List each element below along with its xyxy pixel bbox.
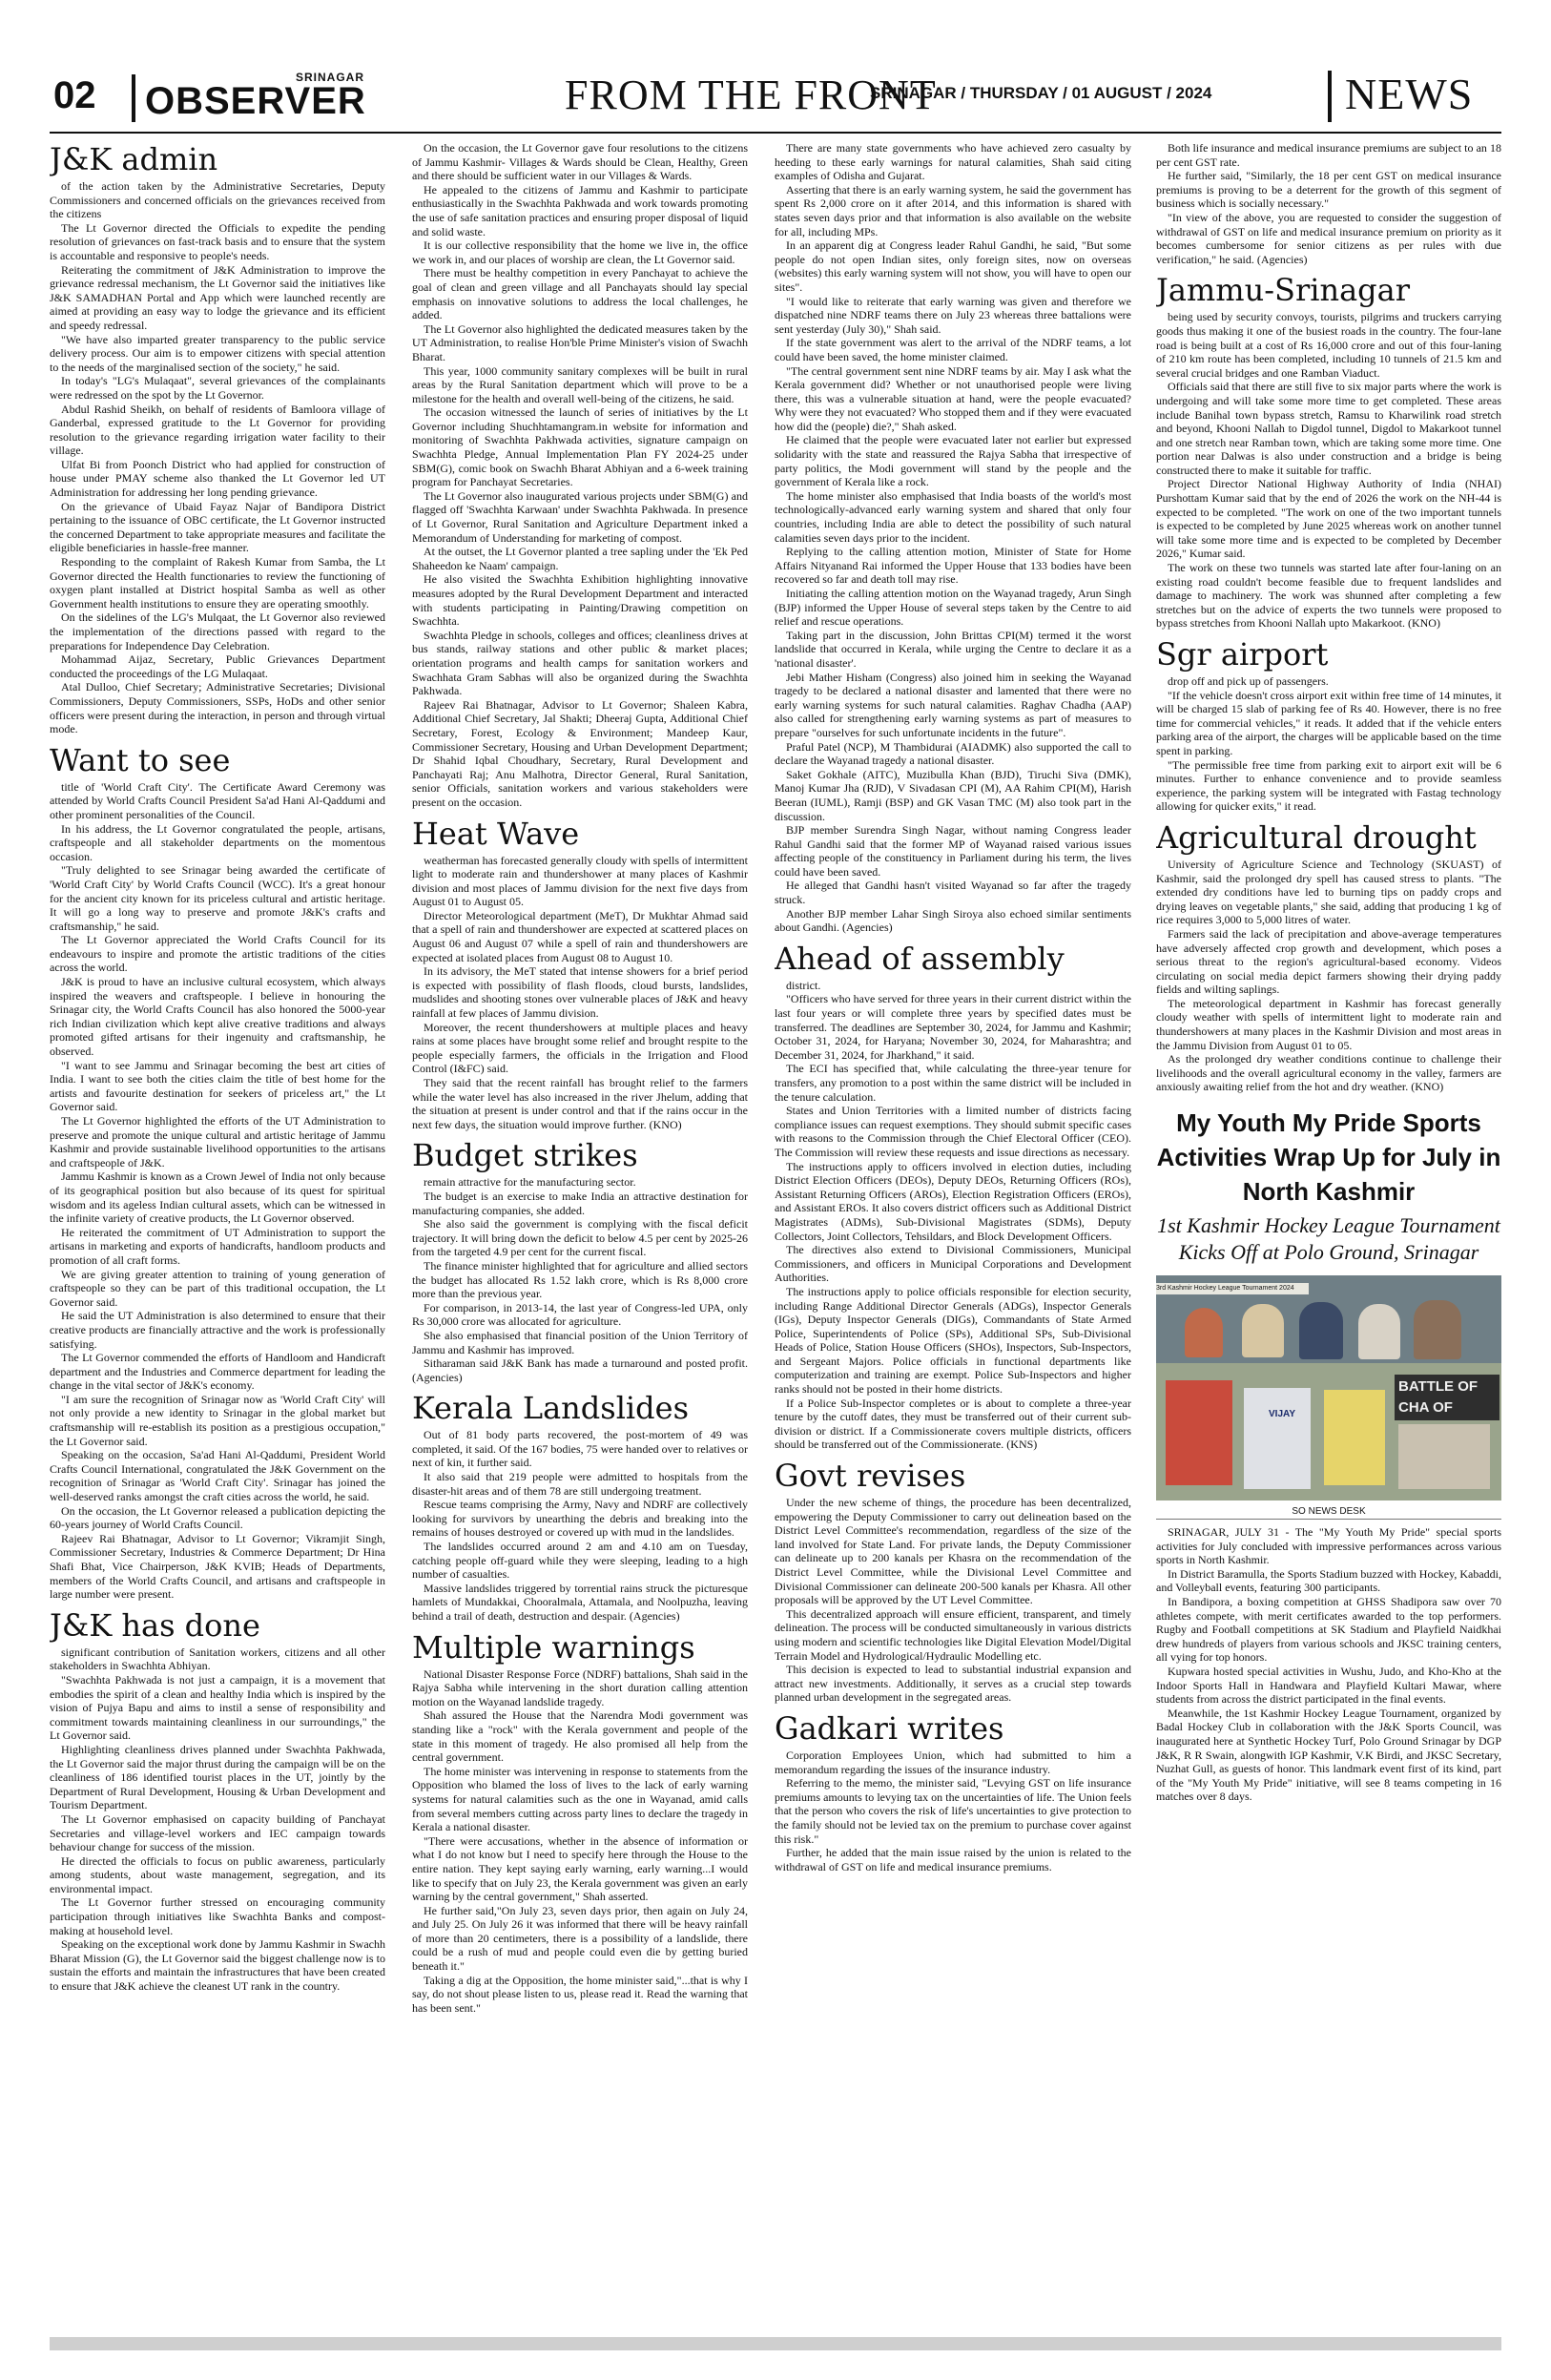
story-paragraph: She also emphasised that financial position of the Union Territory of Jammu and Kashmir has improved. <box>412 1328 748 1356</box>
story-paragraph: If the state government was alert to the arrival of the NDRF teams, a lot could have been saved, the home minister claimed. <box>775 336 1131 363</box>
story-paragraph: Director Meteorological department (MeT), Dr Mukhtar Ahmad said that a spell of rain and thundershower are expected at scattered places on August 06 and August 07 while a spell of rain and thundershowers are expected at isolated places from August 08 to August 10. <box>412 908 748 964</box>
story-paragraph: He alleged that Gandhi hasn't visited Wayanad so far after the tragedy struck. <box>775 879 1131 907</box>
section-label: NEWS <box>1345 70 1474 118</box>
story-paragraph: "Swachhta Pakhwada is not just a campaign, it is a movement that embodies the spirit of a clean and healthy India which is inspired by the vision of Pujya Bapu and aims to instil a sense of responsibility and commitment towards maintaining cleanliness in our surroundings," the Lt Governor said. <box>50 1672 385 1743</box>
story-headline: Ahead of assembly <box>775 940 1065 977</box>
story-body <box>412 1175 748 1384</box>
story-paragraph: Meanwhile, the 1st Kashmir Hockey League Tournament, organized by Badal Hockey Club in collaboration with the J&K Sports Council, was inaugurated here at Synthetic Hockey Turf, Polo Ground Srinagar by DGP J&K, R R Swain, alongwith IGP Kashmir, V.K Birdi, and JKSC Secretary, Nuzhat Gull, as guests of honor. This landmark event first of its kind, part of the "My Youth My Pride" initiative, will see 8 teams competing in 16 matches over 8 days. <box>1156 1706 1501 1804</box>
story-paragraph: Rescue teams comprising the Army, Navy and NDRF are collectively looking for survivors by unearthing the debris and breaking into the remains of houses destroyed or covered up with mud in the landslides. <box>412 1498 748 1540</box>
story-paragraph: Ulfat Bi from Poonch District who had applied for construction of house under PMAY scheme also thanked the Lt Governor led UT Administration for addressing her long pending grievance. <box>50 457 385 500</box>
story-heat-wave <box>412 816 748 1132</box>
story-paragraph: It is our collective responsibility that the home we live in, the office we work in, and our places of worship are clean, the Lt Governor said. <box>412 238 748 266</box>
section-title: FROM THE FRONT <box>565 72 937 118</box>
sports-subheadline: 1st Kashmir Hockey League Tournament Kicks Off at Polo Ground, Srinagar <box>1157 1213 1500 1265</box>
story-paragraph: Rajeev Rai Bhatnagar, Advisor to Lt Governor; Vikramjit Singh, Commissioner Secretary, Industries & Commerce Department; Dr Hina Shafi Bhat, Vice Chairperson, J&K KVIB; Heads of Departments, members of the World Crafts Council, and artisans and craftspeople in large number were present. <box>50 1531 385 1602</box>
story-paragraph: J&K is proud to have an inclusive cultural ecosystem, which always inspired the weavers and craftspeople. I believe in honouring the Srinagar city, the World Crafts Council has also honored the 5000-year rich Indian civilization which kept alive creative traditions and always promoted gifted artisans for their ingenuity and craftsmanship, he observed. <box>50 975 385 1059</box>
story-paragraph: The budget is an exercise to make India an attractive destination for manufacturing companies, she added. <box>412 1189 748 1217</box>
person-figure <box>1358 1304 1400 1359</box>
dateline: SRINAGAR / THURSDAY / 01 AUGUST / 2024 <box>870 84 1212 102</box>
story-paragraph: The Lt Governor emphasised on capacity building of Panchayat Secretaries and village-level workers and IEC campaign towards behaviour change for success of the mission. <box>50 1811 385 1854</box>
story-paragraph: On the occasion, the Lt Governor released a publication depicting the 60-years journey of World Crafts Council. <box>50 1503 385 1532</box>
story-paragraph: district. <box>786 978 821 992</box>
story-paragraph: He reiterated the commitment of UT Administration to support the artisans in marketing and exports of handicrafts, handloom products and promotion of all craft forms. <box>50 1225 385 1267</box>
person-figure <box>1244 1388 1311 1489</box>
story-paragraph: In District Baramulla, the Sports Stadium buzzed with Hockey, Kabaddi, and Volleyball events, featuring 300 participants. <box>1156 1566 1501 1595</box>
story-paragraph: of the action taken by the Administrative Secretaries, Deputy Commissioners and concerned officials on the grievances received from the citizens <box>50 179 385 221</box>
footer-bar <box>50 2337 1501 2350</box>
story-paragraph: "Officers who have served for three years in their current district within the last four years or will complete three years by specified dates must be transferred. The deadlines are September 30, 2024, for Jammu and Kashmir; October 31, 2024, for Haryana; November 30, 2024, for Maharashtra; and December 31, 2024, for Jharkhand," it said. <box>775 992 1131 1062</box>
story-paragraph: The occasion witnessed the launch of series of initiatives by the Lt Governor including Shuchhtamangram.in website for information and monitoring of Swachhta Pakhwada activities, signature campaign on Swachhta Pledge, Annual Implementation Plan FY 2024-25 under SBM(G), comic book on Swachh Bharat Abhiyan and a 6-week training program for Panchayat Secretaries. <box>412 405 748 489</box>
column-3 <box>775 141 1131 2326</box>
story-paragraph: It also said that 219 people were admitted to hospitals from the disaster-hit areas and of them 78 are still undergoing treatment. <box>412 1470 748 1498</box>
story-body <box>412 854 748 1132</box>
story-paragraph: Sitharaman said J&K Bank has made a turnaround and posted profit. (Agencies) <box>412 1356 748 1384</box>
story-paragraph: The home minister also emphasised that India boasts of the world's most technologically-advanced early warning system and shared that only four countries, including India are able to detect the possibility of such natural calamities seven days prior to the incident. <box>775 488 1131 545</box>
story-agricultural-drought <box>1156 819 1501 1094</box>
story-paragraph: The Lt Governor directed the Officials to expedite the pending resolution of grievances on fast-track basis and to ensure that the system is accountable and responsive to people's needs. <box>50 220 385 262</box>
story-paragraph: Project Director National Highway Authority of India (NHAI) Purshottam Kumar said that by the end of 2026 the work on the NH-44 is expected to be completed. "The work on one of the two important tunnels is expected to be completed by June 2025 whereas work on another tunnel will take some more time and is expected to be completed by December 2026," Kumar said. <box>1156 477 1501 561</box>
story-ahead-of-assembly <box>775 941 1131 1452</box>
story-paragraph: The directives also extend to Divisional Commissioners, Municipal Commissioners, and officers in Municipal Corporations and Development Authorities. <box>775 1243 1131 1285</box>
masthead-rule <box>50 132 1501 134</box>
story-headline: Gadkari writes <box>775 1709 1004 1747</box>
story-paragraph: "In view of the above, you are requested to consider the suggestion of withdrawal of GST on life and medical insurance premium on priority as it becomes cumbersome for senior citizens as per rules with due verification," he said. (Agencies) <box>1156 210 1501 266</box>
person-figure <box>1398 1424 1490 1489</box>
story-paragraph: Farmers said the lack of precipitation and above-average temperatures have adversely affected crop growth and development, which poses a serious threat to the region's agricultural-based economy. Videos circulating on social media depict farmers showing their drying paddy fields and wilting saplings. <box>1156 926 1501 997</box>
story-body <box>775 1749 1131 1873</box>
story-paragraph: He said the UT Administration is also determined to ensure that their creative products are financially attractive and the work is professionally satisfying. <box>50 1309 385 1351</box>
story-paragraph: The Lt Governor appreciated the World Crafts Council for its endeavours to inspire and promote the artistic traditions of the cities across the world. <box>50 933 385 975</box>
story-paragraph: Further, he added that the main issue raised by the union is related to the withdrawal of GST on life and medical insurance premiums. <box>775 1846 1131 1873</box>
story-body <box>412 1428 748 1623</box>
story-paragraph: Highlighting cleanliness drives planned under Swachhta Pakhwada, the Lt Governor said the major thrust during the campaign will be on the cleanliness of 186 identified tourist places in the UT, jointly by the Department of Rural Development, Housing & Urban Development and Tourism Department. <box>50 1742 385 1812</box>
story-paragraph: University of Agriculture Science and Technology (SKUAST) of Kashmir, said the prolonged dry spell has caused stress to plants. "The extended dry conditions have led to burning tips on paddy crops and drying leaves on vegetable plants," she said, adding that producing 1 kg of rice requires 3,000 to 5,000 litres of water. <box>1156 857 1501 927</box>
column-4 <box>1156 141 1501 2326</box>
story-body <box>50 1645 385 1994</box>
story-paragraph: He further said,"On July 23, seven days prior, then again on July 24, and July 25. On July 26 it was informed that there will be heavy rainfall of more than 20 centimeters, there is a possibility of a landslide, there could be a rush of mud and people could even die by getting buried beneath it." <box>412 1903 748 1974</box>
story-paragraph: In its advisory, the MeT stated that intense showers for a brief period is expected with possibility of flash floods, cloud bursts, landslides, mudslides and shooting stones over vulnerable places of J&K and heavy rainfall at few places of Jammu division. <box>412 964 748 1021</box>
story-body <box>50 780 385 1602</box>
news-divider-bar <box>1328 71 1332 122</box>
story-paragraph: "The permissible free time from parking exit to airport exit will be 6 minutes. Further to enhance convenience and to provide seamless experience, the parking system will be integrated with Fastag technology allowing for quicker exits," it read. <box>1156 757 1501 814</box>
story-paragraph: This decentralized approach will ensure efficient, transparent, and timely delineation. The process will be conducted simultaneously in various districts using modern and scientific technologies like Digital Elevation Model/Digital Terrain Model and Hydrological/Hydraulic Modelling etc. <box>775 1606 1131 1663</box>
story-multiple-warnings-cont <box>775 141 1131 935</box>
person-figure <box>1185 1308 1223 1357</box>
story-paragraph: The finance minister highlighted that for agriculture and allied sectors the budget has allocated Rs 1.52 lakh crore, which is Rs 8,000 crore more than the previous year. <box>412 1258 748 1301</box>
story-paragraph: Swachhta Pledge in schools, colleges and offices; cleanliness drives at bus stands, railway stations and other public & market places; orientation programs and health camps for sanitation workers and Swachhata Gram Sabhas will also be organized during the Swachhta Pakhwada. <box>412 628 748 698</box>
story-body <box>775 1496 1131 1705</box>
story-paragraph: He also visited the Swachhta Exhibition highlighting innovative measures adopted by the Rural Development Department and interacted with students participating in Painting/Drawing competition on Swachhta. <box>412 572 748 629</box>
story-gadkari-writes <box>775 1710 1131 1873</box>
story-paragraph: "We have also imparted greater transparency to the public service delivery process. Our aim is to empower citizens with special attention to the needs of the marginalised section of the society," he said. <box>50 332 385 374</box>
story-govt-revises <box>775 1458 1131 1705</box>
story-paragraph: Massive landslides triggered by torrential rains struck the picturesque hamlets of Mundakkai, Chooralmala, Attamala, and Noolpuzha, leaving behind a trail of death, destruction and despair. (Agencies) <box>412 1581 748 1623</box>
story-paragraph: "I am sure the recognition of Srinagar now as 'World Craft City' will not only provide a new identity to Srinagar in the global market but craftsmanship will re-establish its position as a prestigious occupation," the Lt Governor said. <box>50 1392 385 1448</box>
story-paragraph: The Lt Governor also highlighted the dedicated measures taken by the UT Administration, to realise Hon'ble Prime Minister's vision of Swachh Bharat. <box>412 321 748 363</box>
story-paragraph: Speaking on the occasion, Sa'ad Hani Al-Qaddumi, President World Crafts Council International, congratulated the J&K Government on the recognition of Srinagar as 'World Craft City'. Srinagar has joined the well-deserved ranks amongst the craft cities across the world, he said. <box>50 1448 385 1504</box>
story-paragraph: He directed the officials to focus on public awareness, particularly among students, about waste management, segregation, and its environmental impact. <box>50 1853 385 1895</box>
story-jammu-srinagar <box>1156 272 1501 631</box>
story-paragraph: weatherman has forecasted generally cloudy with spells of intermittent light to moderate rain and thundershower at many places of Kashmir division and most places of Jammu division for the next five days from August 01 to August 05. <box>412 853 748 909</box>
brand-logo: OBSERVER <box>145 80 366 122</box>
story-headline: Multiple warnings <box>412 1628 695 1666</box>
story-paragraph: Another BJP member Lahar Singh Siroya also echoed similar sentiments about Gandhi. (Agencies) <box>775 906 1131 935</box>
story-paragraph: Moreover, the recent thundershowers at multiple places and heavy rains at some places have brought some relief and brought respite to the people especially farmers, the officials in the Irrigation and Flood Control (I&FC) said. <box>412 1020 748 1076</box>
story-paragraph: The Lt Governor highlighted the efforts of the UT Administration to preserve and promote the unique cultural and artistic heritage of Jammu Kashmir and provide sustainable livelihood opportunities to the artisans and craftspeople of J&K. <box>50 1114 385 1169</box>
story-paragraph: On the occasion, the Lt Governor gave four resolutions to the citizens of Jammu Kashmir- Villages & Wards should be Clean, Healthy, Green and there should be sufficient water in our Villages & Wards. <box>412 141 748 183</box>
story-paragraph: "There were accusations, whether in the absence of information or what I do not know but I need to specify here through the House to the entire nation. They kept saying early warning, early warning...I would like to specify that on July 23, the Kerala government was given an early warning by the central government," Shah asserted. <box>412 1833 748 1904</box>
story-paragraph: "If the vehicle doesn't cross airport exit within free time of 14 minutes, it will be charged 15 slab of parking fee of Rs 40. However, there is no free time for commercial vehicles," it reads. It added that if the vehicle enters parking area of the airport, the charges will be applicable based on the time spent in parking. <box>1156 688 1501 757</box>
story-paragraph: At the outset, the Lt Governor planted a tree sapling under the 'Ek Ped Shaheedon ke Naam' campaign. <box>412 545 748 572</box>
story-paragraph: Shah assured the House that the Narendra Modi government was standing like a "rock" with the Kerala government and people of the state in this moment of tragedy. He also promised all help from the central government. <box>412 1708 748 1765</box>
story-headline: J&K has done <box>50 1606 260 1644</box>
brand-city: SRINAGAR <box>296 71 365 84</box>
story-paragraph: Responding to the complaint of Rakesh Kumar from Samba, the Lt Governor directed the Health functionaries to review the functioning of oxygen plant installed at District hospital Samba as well as other Government health institutions to ensure they are operating smoothly. <box>50 555 385 611</box>
sports-photo <box>1156 1275 1501 1500</box>
story-body <box>1156 1525 1501 1804</box>
story-paragraph: The instructions apply to officers involved in election duties, including District Election Officers (DEOs), Deputy DEOs, Returning Officers (ROs), Assistant Returning Officers (AROs), Election Registration Officers (EROs), and Assistant EROs. It also covers district officers such as Additional District Magistrates (ADMs), Sub-Divisional Magistrates (SDMs), Deputy Collectors, Joint Collectors, Tehsildars, and Block Development Officers. <box>775 1159 1131 1243</box>
story-paragraph: Taking part in the discussion, John Brittas CPI(M) termed it the worst landslide that occurred in Kerala, while urging the Centre to declare it as a 'national disaster'. <box>775 628 1131 670</box>
story-paragraph: Kupwara hosted special activities in Wushu, Judo, and Kho-Kho at the Indoor Sports Hall in Handwara and Playfield Kultari Mawar, where students from across the district participated in the final events. <box>1156 1664 1501 1707</box>
story-paragraph: Asserting that there is an early warning system, he said the government has spent Rs 2,000 crore on it after 2014, and this information is shared with states seven days prior and that information is also available on the website for all, including MPs. <box>775 182 1131 238</box>
story-paragraph: Both life insurance and medical insurance premiums are subject to an 18 per cent GST rate. <box>1156 141 1501 169</box>
story-paragraph: They said that the recent rainfall has brought relief to the farmers while the water level has also increased in the river Jhelum, adding that the situation at present is under control and that if the rains occur in the next few days, the situation would improve further. (KNO) <box>412 1076 748 1131</box>
story-paragraph: There are many state governments who have achieved zero casualty by heeding to these early warnings for natural calamities, Shah said citing examples of Odisha and Gujarat. <box>775 141 1131 183</box>
story-paragraph: Under the new scheme of things, the procedure has been decentralized, empowering the Deputy Commissioner to carry out delineation based on the District Level Committee's recommendation, regardless of the size of the land involved for State Land. For private lands, the Deputy Commissioner can delineate up to 200 kanals per Khasra on the recommendation of the District Level Committee, while the Divisional Level Committee and Divisional Commissioner can delineate 200-500 kanals per Khasra. All other proposals will be approved by the UT Level Committee. <box>775 1496 1131 1607</box>
story-headline: Govt revises <box>775 1458 966 1495</box>
jersey-text: VIJAY <box>1269 1409 1295 1420</box>
story-paragraph: This year, 1000 community sanitary complexes will be built in rural areas by the Rural Sanitation department which will prove to be a milestone for the health and overall well-being of the citizens, he said. <box>412 363 748 405</box>
masthead-divider-bar <box>132 74 135 122</box>
person-figure <box>1299 1302 1343 1359</box>
story-paragraph: The Lt Governor commended the efforts of Handloom and Handicraft department and the Industries and Commerce department for leading the change in the vital sector of J&K's economy. <box>50 1351 385 1393</box>
story-paragraph: Officials said that there are still five to six major parts where the work is undergoing and will take some more time to get completed. These areas include Banihal town bypass stretch, Ramsu to Kharwilink road stretch and beyond, Khooni Nallah to Digdol tunnel, Digdol to Makarkoot tunnel and one stretch near Ramban town, which are taking some more time. One portion near Dalwas is also under construction and a bridge is being constructed there to make it suitable for traffic. <box>1156 380 1501 477</box>
person-figure <box>1166 1380 1232 1485</box>
story-jk-has-done-cont <box>412 141 748 810</box>
story-body <box>412 141 748 810</box>
story-paragraph: Initiating the calling attention motion on the Wayanad tragedy, Arun Singh (BJP) informed the Upper House of several steps taken by the Centre to aid relief and rescue operations. <box>775 587 1131 629</box>
story-paragraph: Replying to the calling attention motion, Minister of State for Home Affairs Nityanand Rai informed the Upper House that 133 bodies have been recovered so far and death toll may rise. <box>775 545 1131 587</box>
story-paragraph: SRINAGAR, JULY 31 - The "My Youth My Pride" special sports activities for July concluded with impressive performances across various sports in North Kashmir. <box>1156 1525 1501 1567</box>
story-jk-has-done <box>50 1607 385 1994</box>
sports-headline: My Youth My Pride Sports Activities Wrap Up for July in North Kashmir <box>1156 1108 1501 1207</box>
story-body <box>1156 141 1501 266</box>
story-sports <box>1156 1525 1501 1804</box>
story-paragraph: Speaking on the exceptional work done by Jammu Kashmir in Swachh Bharat Mission (G), the Lt Governor said the biggest challenge now is to sustain the efforts and maintain the infrastructures that have been created to ensure that J&K achieve the cleanest UT rank in the country. <box>50 1937 385 1994</box>
story-paragraph: The Lt Governor also inaugurated various projects under SBM(G) and flagged off 'Swachhta Karwaan' under Swachhta Pakhwada. In presence of Lt Governor, Rural Sanitation and Agriculture Department inked a Memorandum of Understanding for marketing of compost. <box>412 488 748 545</box>
column-2 <box>412 141 748 2326</box>
story-paragraph: We are giving greater attention to training of young generation of craftspeople so they can be part of this traditional occupation, the Lt Governor said. <box>50 1267 385 1309</box>
story-paragraph: States and Union Territories with a limited number of districts facing compliance issues can request exemptions. They should submit specific cases with reasons to the Commission through the Chief Electoral Officer (CEO). The Commission will review these requests and issue directions as necessary. <box>775 1104 1131 1159</box>
story-headline: Sgr airport <box>1156 636 1329 673</box>
story-budget-strikes <box>412 1137 748 1384</box>
story-paragraph: As the prolonged dry weather conditions continue to challenge their livelihoods and the overall agricultural economy in the valley, farmers are anxiously awaiting relief from the hot and dry weather. (KNO) <box>1156 1052 1501 1094</box>
story-paragraph: "I would like to reiterate that early warning was given and therefore we dispatched nine NDRF teams there on July 23 whereas three battalions were sent yesterday (July 30)," Shah said. <box>775 294 1131 336</box>
story-headline: Budget strikes <box>412 1137 638 1174</box>
story-paragraph: Referring to the memo, the minister said, "Levying GST on life insurance premiums amounts to levying tax on the uncertainties of life. The Union feels that the person who covers the risk of life's uncertainties to give protection to the family should not be levied tax on the premium to purchase cover against this risk." <box>775 1776 1131 1846</box>
page-number: 02 <box>53 74 96 116</box>
photo-caption: 3rd Kashmir Hockey League Tournament 2024 <box>1156 1283 1309 1294</box>
story-body <box>50 179 385 736</box>
person-figure <box>1324 1390 1385 1485</box>
story-paragraph: There must be healthy competition in every Panchayat to achieve the goal of clean and green village and all Panchayats should lay special emphasis on innovative solutions to address the local challenges, he added. <box>412 266 748 322</box>
story-paragraph: Taking a dig at the Opposition, the home minister said,"...that is why I say, do not shout please listen to us, please read it. Read the warning that has been sent." <box>412 1973 748 2015</box>
story-body <box>1156 674 1501 814</box>
story-paragraph: He appealed to the citizens of Jammu and Kashmir to participate enthusiastically in the Swachhta Pakhwada and work towards promoting the use of safe sanitation practices and ensuring proper disposal of liquid and solid waste. <box>412 182 748 238</box>
story-paragraph: Praful Patel (NCP), M Thambidurai (AIADMK) also supported the call to declare the Wayanad tragedy a national disaster. <box>775 739 1131 768</box>
story-headline: Heat Wave <box>412 815 580 852</box>
story-body <box>412 1667 748 2016</box>
story-paragraph: She also said the government is complying with the fiscal deficit trajectory. It will bring down the deficit to below 4.5 per cent by 2025-26 from the targeted 4.9 per cent for the current fiscal. <box>412 1217 748 1259</box>
story-paragraph: Saket Gokhale (AITC), Muzibulla Khan (BJD), Tiruchi Siva (DMK), Manoj Kumar Jha (RJD), V Sivadasan CPI (M), AA Rahim CPI(M), Harish Beeran (IUML), Ramji (BSP) and GK Vasan TMC (M) also took part in the discussion. <box>775 767 1131 823</box>
column-1 <box>50 141 385 2326</box>
person-figure <box>1414 1300 1461 1359</box>
story-paragraph: He further said, "Similarly, the 18 per cent GST on medical insurance premiums is proving to be a deterrent for the growth of this segment of business which is socially necessary." <box>1156 169 1501 211</box>
story-paragraph: significant contribution of Sanitation workers, citizens and all other stakeholders in Swachhta Abhiyan. <box>50 1645 385 1673</box>
story-headline: Agricultural drought <box>1156 818 1477 856</box>
story-paragraph: On the sidelines of the LG's Mulqaat, the Lt Governor also reviewed the implementation of the directions passed with regard to the preparations for Independence Day Celebration. <box>50 611 385 652</box>
story-gadkari-cont <box>1156 141 1501 266</box>
story-paragraph: On the grievance of Ubaid Fayaz Najar of Bandipora District pertaining to the issuance of OBC certificate, the Lt Governor instructed the concerned Department to take appropriate measures and facilitate the eligible beneficiaries in hassle-free manner. <box>50 499 385 555</box>
story-paragraph: Rajeev Rai Bhatnagar, Advisor to Lt Governor; Shaleen Kabra, Additional Chief Secretary, Jal Shakti; Dheeraj Gupta, Additional Chief Secretary, Forest, Ecology & Environment; Mandeep Kaur, Commissioner Secretary, Housing and Urban Development Department; Dr Shahid Iqbal Choudhary, Secretary, Rural Development and Panchayati Raj; Anu Malhotra, Director General, Rural Sanitation, senior Officials, sanitation workers and various stakeholders were present on the occasion. <box>412 697 748 809</box>
story-headline: J&K admin <box>50 141 218 177</box>
story-paragraph: Corporation Employees Union, which had submitted to him a memorandum regarding the issues of the insurance industry. <box>775 1748 1131 1776</box>
story-paragraph: Mohammad Aijaz, Secretary, Public Grievances Department conducted the proceedings of the LG Mulaqaat. <box>50 652 385 680</box>
story-paragraph: title of 'World Craft City'. The Certificate Award Ceremony was attended by World Crafts Council President Sa'ad Hani Al-Qaddumi and other prominent personalities of the Council. <box>50 779 385 821</box>
story-kerala-landslides <box>412 1390 748 1623</box>
story-paragraph: The work on these two tunnels was started late after four-laning on an existing road couldn't become feasible due to frequent landslides and damage to machinery. The work was shunned after completing a few stretches but on the advice of experts the two tunnels were proposed to bypass stretches from Khooni Nallah upto Makarkoot. (KNO) <box>1156 561 1501 631</box>
story-paragraph: The home minister was intervening in response to statements from the Opposition who blamed the loss of lives to the lack of early warning systems for natural calamities such as the one in Wayanad, amid calls from several members cutting across party lines to declare the tragedy in Kerala a national disaster. <box>412 1764 748 1834</box>
story-headline: Want to see <box>50 741 231 778</box>
story-multiple-warnings <box>412 1629 748 2016</box>
story-paragraph: drop off and pick up of passengers. <box>1168 674 1329 688</box>
story-paragraph: being used by security convoys, tourists, pilgrims and truckers carrying goods thus making it one of the busiest roads in the country. The four-lane road is being built at a cost of Rs 16,000 crore and out of this four-laning of 210 km route has been completed, including 10 tunnels of 21.5 km and several crucial bridges and one Ramban Viaduct. <box>1156 310 1501 380</box>
story-body <box>1156 310 1501 631</box>
person-figure <box>1242 1304 1284 1357</box>
story-paragraph: Reiterating the commitment of J&K Administration to improve the grievance redressal mechanism, the Lt Governor said the initiatives like J&K SAMADHAN Portal and App which were launched recently are aimed at providing an easy way to lodge the grievance and its efficient and speedy redressal. <box>50 262 385 332</box>
story-paragraph: National Disaster Response Force (NDRF) battalions, Shah said in the Rajya Sabha while intervening in the short duration calling attention motion on the Wayanad landslide tragedy. <box>412 1666 748 1708</box>
story-paragraph: remain attractive for the manufacturing sector. <box>424 1175 636 1190</box>
story-paragraph: The ECI has specified that, while calculating the three-year tenure for transfers, any promotion to a post within the same district will be included in the tenure calculation. <box>775 1062 1131 1104</box>
story-body <box>775 141 1131 935</box>
story-paragraph: "I want to see Jammu and Srinagar becoming the best art cities of India. I want to see both the cities claim the title of best home for the artists and favourite destination for seekers of priceless art," the Lt Governor said. <box>50 1058 385 1114</box>
masthead <box>50 69 1501 128</box>
story-paragraph: Jammu Kashmir is known as a Crown Jewel of India not only because of its geographical position but also because of its quest for spiritual wisdom and its ageless Indian cultural assets, which can be witnessed in the infinite variety of creative products, the Lt Governor observed. <box>50 1169 385 1226</box>
story-body <box>1156 858 1501 1094</box>
story-body <box>775 979 1131 1452</box>
story-headline: Kerala Landslides <box>412 1390 689 1427</box>
story-paragraph: Jebi Mather Hisham (Congress) also joined him in seeking the Wayanad tragedy to be declared a national disaster and lamented that there were no early warning systems for such natural calamities. Raghav Chadha (AAP) also called for strengthening early warning systems as part of measures to prepare "ourselves for such unfortunate incidents in the future". <box>775 670 1131 739</box>
story-paragraph: The landslides occurred around 2 am and 4.10 am on Tuesday, catching people off-guard while they were sleeping, leading to a high number of casualties. <box>412 1540 748 1582</box>
story-paragraph: If a Police Sub-Inspector completes or is about to complete a three-year tenure by the cutoff dates, they must be transferred out of their current sub-division or district. If a Commissionerate covers multiple districts, officers should be transferred out of the Commissionerate. (KNS) <box>775 1396 1131 1452</box>
story-paragraph: For comparison, in 2013-14, the last year of Congress-led UPA, only Rs 30,000 crore was allocated for agriculture. <box>412 1300 748 1329</box>
story-paragraph: The meteorological department in Kashmir has forecast generally cloudy weather with spells of intermittent light to moderate rain and thundershowers at many places in the Kashmir Division and most areas in the Jammu Division from August 01 to 05. <box>1156 996 1501 1052</box>
story-paragraph: Abdul Rashid Sheikh, on behalf of residents of Bamloora village of Ganderbal, expressed gratitude to the Lt Governor for providing resolution to the grievance regarding irrigation water facility to their village. <box>50 402 385 458</box>
story-paragraph: He claimed that the people were evacuated later not earlier but expressed solidarity with the state and reassured the Rajya Sabha that irrespective of party politics, the Modi government will stand by the people and the government of Kerala like a rock. <box>775 433 1131 489</box>
photo-banner: BATTLE OF CHA OF <box>1395 1375 1499 1420</box>
story-paragraph: In Bandipora, a boxing competition at GHSS Shadipora saw over 70 athletes compete, with merit certificates awarded to the top performers. Rugby and Football competitions at SK Stadium and Playfield Naidkhai drew hundreds of players from various schools and JKSC training centers, all vying for top honors. <box>1156 1595 1501 1665</box>
story-jk-admin <box>50 141 385 736</box>
photo-credit: SO NEWS DESK <box>1156 1506 1501 1520</box>
story-paragraph: "The central government sent nine NDRF teams by air. May I ask what the Kerala government did? Whether or not unauthorised people were living there, this was a vulnerable situation at hand, were the people evacuated? Why were they not evacuated? Who stopped them and if they were evacuated how did the (people) die?," Shah asked. <box>775 363 1131 433</box>
story-paragraph: In today's "LG's Mulaqaat", several grievances of the complainants were redressed on the spot by the Lt Governor. <box>50 374 385 402</box>
story-want-to-see <box>50 742 385 1602</box>
story-paragraph: In his address, the Lt Governor congratulated the people, artisans, craftspeople and all stakeholder departments on the momentous occasion. <box>50 821 385 863</box>
story-sgr-airport <box>1156 636 1501 814</box>
story-paragraph: This decision is expected to lead to substantial industrial expansion and attract new investments. Additionally, it serves as a crucial step towards planned urban development in the segregated areas. <box>775 1663 1131 1705</box>
story-paragraph: BJP member Surendra Singh Nagar, without naming Congress leader Rahul Gandhi said that the former MP of Wayanad raised various issues affecting people of the constituency in Parliament during his term, the lives could have been saved. <box>775 823 1131 879</box>
story-paragraph: The instructions apply to police officials responsible for election security, including Range Additional Director Generals (ADGs), Inspector Generals (IGs), Deputy Inspector Generals (DIGs), Commandants of State Armed Police, Superintendents of Police (SPs), Additional SPs, Sub-Divisional Heads of Police, Station House Officers (SHOs), Inspectors, Sub-Inspectors, and Sergeant Majors. Police officials in functional departments like computerization and training are exempt. Police Sub-Inspectors and higher ranks should not be posted in their home districts. <box>775 1284 1131 1397</box>
story-paragraph: "Truly delighted to see Srinagar being awarded the certificate of 'World Craft City' by World Crafts Council (WCC). It's a great honour for the ancient city known for its priceless cultural and artistic heritage. It will go a long way to preserve and promote J&K's crafts and craftsmanship," he said. <box>50 863 385 933</box>
story-paragraph: The Lt Governor further stressed on encouraging community participation through initiatives like Swachhta Banks and compost-making at household level. <box>50 1895 385 1937</box>
story-paragraph: Out of 81 body parts recovered, the post-mortem of 49 was completed, it said. Of the 167 bodies, 75 were handed over to relatives or next of kin, it further said. <box>412 1428 748 1470</box>
story-headline: Jammu-Srinagar <box>1156 272 1411 309</box>
story-paragraph: Atal Dulloo, Chief Secretary; Administrative Secretaries; Divisional Commissioners, Deputy Commissioners, SSPs, HoDs and other senior officers were present during the interaction, in person and through virtual mode. <box>50 680 385 736</box>
story-paragraph: In an apparent dig at Congress leader Rahul Gandhi, he said, "But some people do not open Indian sites, only foreign sites, now on overseas (websites) this early warning system will not show, you will have to open our sites". <box>775 238 1131 294</box>
